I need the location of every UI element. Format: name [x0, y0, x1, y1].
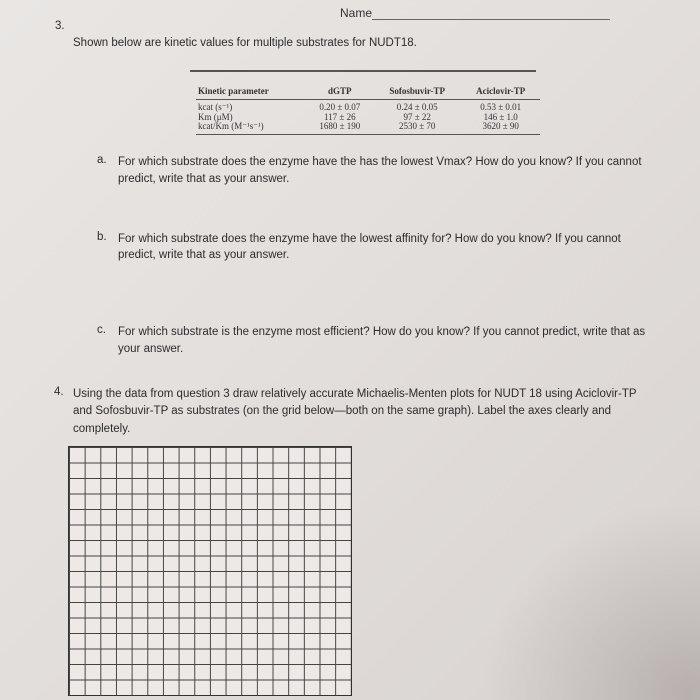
part-c-line-1: For which substrate is the enzyme most efficient? How do you know? If you cannot predict, write that as: [118, 326, 646, 338]
question-4-line-1: Using the data from question 3 draw relatively accurate Michaelis-Menten plots for NUDT 18 using Aciclovir-TP: [73, 388, 637, 400]
part-a-line-1: For which substrate does the enzyme have the has the lowest Vmax? How do you know? If you cannot: [118, 156, 642, 168]
question-3-number: 3.: [55, 20, 65, 32]
row-label: Km (μM): [198, 111, 233, 122]
column-header: Sofosbuvir-TP: [373, 85, 461, 100]
column-header: Kinetic parameter: [196, 85, 307, 100]
kinetics-table: [196, 85, 540, 135]
name-blank-line[interactable]: [372, 19, 610, 20]
paper-shadow: [480, 500, 700, 700]
table-cell: 1680 ± 190: [307, 122, 374, 134]
table-header-row: [196, 85, 540, 100]
table-cell: 0.20 ± 0.07: [319, 102, 361, 112]
table-cell: 146 ± 1.0: [483, 111, 518, 122]
column-header: Aciclovir-TP: [461, 85, 540, 100]
column-header: dGTP: [307, 85, 374, 100]
name-label: Name: [340, 6, 373, 20]
part-a-line-2: predict, write that as your answer.: [118, 173, 290, 185]
part-b-letter: b.: [97, 231, 107, 243]
part-b-line-1: For which substrate does the enzyme have the lowest affinity for? How do you know? If you cannot: [118, 233, 621, 245]
part-c-letter: c.: [97, 324, 106, 336]
table-cell: 0.24 ± 0.05: [396, 102, 438, 112]
graph-grid[interactable]: [68, 446, 352, 696]
table-cell: 0.53 ± 0.01: [480, 102, 522, 112]
part-a-letter: a.: [97, 154, 107, 166]
table-cell: 97 ± 22: [403, 111, 431, 122]
table-row: [196, 122, 540, 134]
table-cell: 117 ± 26: [323, 111, 356, 122]
question-4-number: 4.: [54, 386, 64, 398]
table-cell: 2530 ± 70: [373, 122, 461, 134]
row-label: kcat (s⁻¹): [198, 102, 233, 112]
table-cell: 3620 ± 90: [461, 122, 540, 134]
part-c-line-2: your answer.: [118, 343, 184, 355]
question-4-line-2: and Sofosbuvir-TP as substrates (on the grid below—both on the same graph). Label the axes clearly and: [73, 405, 612, 417]
row-label: kcat/Km (M⁻¹s⁻¹): [196, 122, 307, 134]
question-4-line-3: completely.: [73, 423, 131, 435]
table-row: [196, 100, 540, 113]
table-top-rule: [190, 70, 536, 72]
part-b-line-2: predict, write that as your answer.: [118, 249, 290, 261]
question-3-text: Shown below are kinetic values for multiple substrates for NUDT18.: [73, 37, 417, 49]
